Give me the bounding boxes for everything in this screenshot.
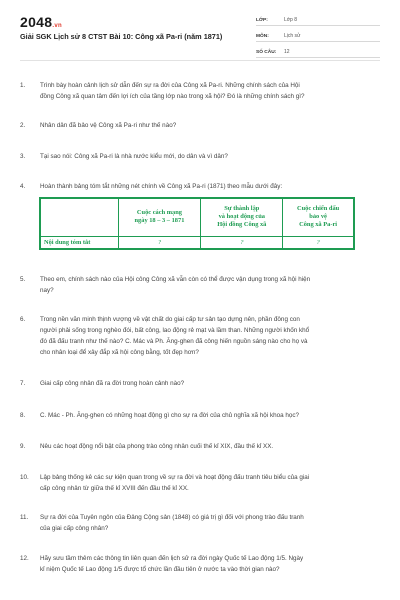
table-corner-cell (40, 198, 118, 236)
table-header-cell: Sự thành lập và hoạt động của Hội đồng Công xã (201, 198, 283, 236)
question-line: C. Mác - Ph. Ăng-ghen có những hoạt động gì cho sự ra đời của chủ nghĩa xã hội khoa học? (40, 412, 299, 419)
meta-label: MÔN: (256, 34, 269, 39)
site-logo[interactable]: 2048.vn (20, 14, 62, 30)
question-6 (20, 314, 380, 358)
question-5 (20, 274, 380, 296)
meta-value: 12 (284, 49, 290, 55)
question-line: Lập bảng thống kê các sự kiện quan trong về sự ra đời và hoạt động đấu tranh tiêu biểu của giai (40, 474, 310, 481)
question-number: 1. (20, 82, 26, 89)
question-text (40, 151, 380, 162)
question-1 (20, 80, 380, 102)
question-text (40, 181, 380, 192)
table-header-cell: Cuộc cách mạng ngày 18 – 3 – 1871 (118, 198, 201, 236)
table-header-cell: Cuộc chiến đấu bảo vệ Công xã Pa-ri (283, 198, 354, 236)
question-line: Trình bày hoàn cảnh lịch sử dẫn đến sự ra đời của Công xã Pa-ri. Những chính sách của Hội (40, 82, 300, 89)
question-4 (20, 181, 380, 192)
question-line: người phải sống trong nghèo đói, bất công, lao động rẻ mạt và lầm than. Những người khốn khổ (40, 327, 310, 334)
question-text (40, 553, 380, 575)
question-line: Sự ra đời của Tuyên ngôn của Đảng Cộng sản (1848) có giá trị gì đối với phong trào đấu tranh (40, 514, 304, 521)
question-line: cho nhân loại để xây đắp xã hội công bằng, tốt đẹp hơn? (40, 349, 199, 356)
question-9 (20, 441, 380, 452)
question-line: Trong nền văn minh thịnh vượng về vật chất do giai cấp tư sản tạo dựng nên, phần đông con (40, 316, 300, 323)
question-line: kỉ niệm Quốc tế Lao động 1/5 được tổ chức lần đầu tiên ở nước ta vào thời gian nào? (40, 566, 280, 573)
question-line: cấp công nhân từ giữa thế kỉ XVIII đến đầu thế kỉ XX. (40, 485, 189, 492)
document-title: Giải SGK Lịch sử 8 CTST Bài 10: Công xã Pa-ri (năm 1871) (20, 32, 223, 41)
question-line: Nhân dân đã bảo vệ Công xã Pa-ri như thế nào? (40, 122, 177, 129)
question-line: của giai cấp công nhân? (40, 525, 109, 532)
question-8 (20, 410, 380, 421)
question-12 (20, 553, 380, 575)
summary-table (39, 197, 355, 250)
document-meta (256, 14, 380, 58)
question-number: 6. (20, 316, 26, 323)
table-cell: ? (283, 236, 354, 249)
document-header (0, 0, 400, 62)
table-row (40, 236, 354, 249)
question-number: 11. (20, 514, 29, 521)
question-text (40, 410, 380, 421)
question-text (40, 441, 380, 452)
question-text (40, 80, 380, 102)
question-text (40, 274, 380, 296)
question-text (40, 472, 380, 494)
question-line: Hoàn thành bảng tóm tắt những nét chính về Công xã Pa-ri (1871) theo mẫu dưới đây: (40, 183, 283, 190)
meta-value: Lịch sử (284, 33, 301, 39)
question-text (40, 512, 380, 534)
question-line: Hãy sưu tầm thêm các thông tin liên quan đến lịch sử ra đời ngày Quốc tế Lao động 1/5. Ngày (40, 555, 304, 562)
question-number: 8. (20, 412, 26, 419)
question-line: nay? (40, 287, 54, 294)
question-10 (20, 472, 380, 494)
table-cell: ? (118, 236, 201, 249)
header-divider (20, 60, 380, 61)
question-line: đồng Công xã quan tâm đến lợi ích của tầng lớp nào trong xã hội? Đó là những chính sách gì? (40, 93, 305, 100)
table-row-label: Nội dung tóm tắt (40, 236, 118, 249)
table-header-row (40, 198, 354, 236)
question-3 (20, 151, 380, 162)
question-text (40, 120, 380, 131)
meta-class-row (256, 14, 380, 26)
question-number: 2. (20, 122, 26, 129)
meta-label: SỐ CÂU: (256, 50, 277, 55)
question-line: Tại sao nói: Công xã Pa-ri là nhà nước kiểu mới, do dân và vì dân? (40, 153, 228, 160)
question-line: đó đã đấu tranh như thế nào? C. Mác và Ph. Ăng-ghen đã công hiến nguồn sáng nào cho họ và (40, 338, 308, 345)
question-number: 3. (20, 153, 26, 160)
question-number: 4. (20, 183, 26, 190)
question-number: 12. (20, 555, 29, 562)
question-2 (20, 120, 380, 131)
meta-label: LỚP: (256, 18, 268, 23)
table-cell: ? (201, 236, 283, 249)
question-text (40, 314, 380, 358)
question-number: 5. (20, 276, 26, 283)
question-text (40, 378, 380, 389)
meta-count-row (256, 46, 380, 58)
question-number: 7. (20, 380, 26, 387)
question-number: 10. (20, 474, 29, 481)
question-11 (20, 512, 380, 534)
question-line: Giai cấp công nhân đã ra đời trong hoàn cảnh nào? (40, 380, 185, 387)
question-line: Nêu các hoạt động nổi bật của phong trào công nhân cuối thế kỉ XIX, đầu thế kỉ XX. (40, 443, 274, 450)
question-7 (20, 378, 380, 389)
question-number: 9. (20, 443, 26, 450)
meta-subject-row (256, 30, 380, 42)
question-line: Theo em, chính sách nào của Hội công Công xã vẫn còn có thể được vận dụng trong xã hội hiện (40, 276, 311, 283)
meta-value: Lớp 8 (284, 17, 298, 23)
